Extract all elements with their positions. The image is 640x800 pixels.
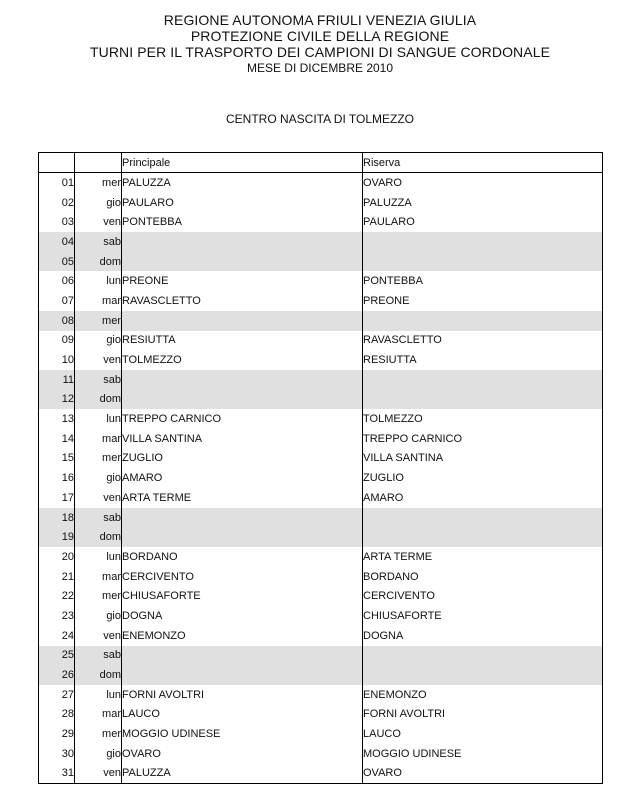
cell-principale [122,390,363,410]
cell-day-number: 05 [39,252,75,272]
cell-weekday: sab [75,370,122,390]
cell-weekday: lun [75,271,122,291]
cell-day-number: 17 [39,488,75,508]
cell-principale: ENEMONZO [122,626,363,646]
table-row [39,252,603,272]
cell-weekday: lun [75,685,122,705]
cell-riserva: AMARO [363,488,603,508]
header-civil-protection: PROTEZIONE CIVILE DELLA REGIONE [190,28,450,44]
cell-weekday: mer [75,724,122,744]
table-row [39,567,603,587]
cell-day-number: 22 [39,586,75,606]
cell-day-number: 27 [39,685,75,705]
cell-principale [122,508,363,528]
header-region: REGIONE AUTONOMA FRIULI VENEZIA GIULIA [163,12,477,28]
cell-day-number: 20 [39,547,75,567]
header-month: MESE DI DICEMBRE 2010 [246,61,394,75]
cell-day-number: 31 [39,764,75,784]
table-row [39,606,603,626]
cell-riserva: ZUGLIO [363,468,603,488]
cell-principale [122,311,363,331]
cell-day-number: 25 [39,646,75,666]
cell-riserva: PREONE [363,291,603,311]
table-row [39,705,603,725]
table-row [39,370,603,390]
cell-principale: MOGGIO UDINESE [122,724,363,744]
cell-riserva: PALUZZA [363,193,603,213]
cell-weekday: dom [75,252,122,272]
cell-day-number: 11 [39,370,75,390]
cell-principale: TREPPO CARNICO [122,409,363,429]
table-row [39,626,603,646]
cell-weekday: ven [75,488,122,508]
cell-weekday: mar [75,705,122,725]
cell-principale: DOGNA [122,606,363,626]
cell-principale: OVARO [122,744,363,764]
cell-principale: CHIUSAFORTE [122,586,363,606]
birth-center-title: CENTRO NASCITA DI TOLMEZZO [225,112,415,126]
table-row [39,390,603,410]
table-row [39,409,603,429]
cell-riserva: CHIUSAFORTE [363,606,603,626]
cell-weekday: ven [75,764,122,784]
cell-day-number: 18 [39,508,75,528]
table-row [39,527,603,547]
cell-principale: ARTA TERME [122,488,363,508]
cell-weekday: dom [75,527,122,547]
header-title: TURNI PER IL TRASPORTO DEI CAMPIONI DI SANGUE CORDONALE [89,44,551,60]
cell-riserva [363,665,603,685]
cell-day-number: 07 [39,291,75,311]
cell-riserva: TOLMEZZO [363,409,603,429]
table-row [39,685,603,705]
cell-riserva [363,311,603,331]
cell-weekday: mar [75,429,122,449]
cell-weekday: mer [75,449,122,469]
cell-weekday: sab [75,232,122,252]
column-header-riserva: Riserva [363,153,603,173]
cell-day-number: 15 [39,449,75,469]
cell-riserva [363,252,603,272]
table-row [39,212,603,232]
cell-riserva: DOGNA [363,626,603,646]
cell-day-number: 16 [39,468,75,488]
cell-weekday: lun [75,547,122,567]
table-row [39,646,603,666]
table-row [39,724,603,744]
cell-day-number: 01 [39,173,75,193]
cell-principale: PREONE [122,271,363,291]
cell-weekday: gio [75,744,122,764]
column-header-principale: Principale [122,153,363,173]
cell-riserva: TREPPO CARNICO [363,429,603,449]
cell-riserva: MOGGIO UDINESE [363,744,603,764]
cell-riserva: VILLA SANTINA [363,449,603,469]
cell-weekday: lun [75,409,122,429]
table-row [39,311,603,331]
cell-weekday: gio [75,331,122,351]
cell-weekday: sab [75,646,122,666]
table-row [39,744,603,764]
shift-table [38,152,603,784]
table-row [39,173,603,193]
cell-day-number: 03 [39,212,75,232]
cell-principale [122,252,363,272]
cell-riserva: OVARO [363,173,603,193]
cell-riserva: OVARO [363,764,603,784]
table-row [39,232,603,252]
table-row [39,764,603,784]
table-row [39,508,603,528]
cell-day-number: 28 [39,705,75,725]
table-header-row [39,153,603,173]
cell-riserva: ENEMONZO [363,685,603,705]
cell-principale [122,527,363,547]
table-row [39,350,603,370]
cell-weekday: gio [75,606,122,626]
cell-riserva [363,527,603,547]
cell-weekday: mar [75,291,122,311]
cell-weekday: ven [75,350,122,370]
cell-principale: AMARO [122,468,363,488]
cell-day-number: 23 [39,606,75,626]
table-row [39,547,603,567]
cell-riserva [363,390,603,410]
cell-riserva: CERCIVENTO [363,586,603,606]
cell-riserva [363,232,603,252]
table-row [39,429,603,449]
cell-day-number: 29 [39,724,75,744]
cell-principale [122,370,363,390]
cell-principale: VILLA SANTINA [122,429,363,449]
table-row [39,586,603,606]
cell-weekday: ven [75,626,122,646]
cell-principale [122,646,363,666]
cell-riserva: BORDANO [363,567,603,587]
cell-riserva: ARTA TERME [363,547,603,567]
cell-principale: FORNI AVOLTRI [122,685,363,705]
cell-day-number: 06 [39,271,75,291]
cell-riserva: RESIUTTA [363,350,603,370]
cell-day-number: 14 [39,429,75,449]
table-row [39,291,603,311]
cell-riserva [363,508,603,528]
cell-day-number: 12 [39,390,75,410]
cell-principale: LAUCO [122,705,363,725]
cell-weekday: mar [75,567,122,587]
column-header-number [39,153,75,173]
cell-day-number: 10 [39,350,75,370]
cell-riserva: PAULARO [363,212,603,232]
cell-principale: PALUZZA [122,764,363,784]
cell-day-number: 30 [39,744,75,764]
cell-day-number: 08 [39,311,75,331]
document-header [0,12,640,76]
cell-principale: BORDANO [122,547,363,567]
column-header-day [75,153,122,173]
cell-riserva: PONTEBBA [363,271,603,291]
cell-principale: CERCIVENTO [122,567,363,587]
cell-weekday: mer [75,586,122,606]
cell-riserva: LAUCO [363,724,603,744]
cell-principale: TOLMEZZO [122,350,363,370]
cell-riserva: RAVASCLETTO [363,331,603,351]
cell-day-number: 26 [39,665,75,685]
table-row [39,468,603,488]
cell-principale [122,232,363,252]
table-row [39,271,603,291]
table-row [39,488,603,508]
cell-day-number: 04 [39,232,75,252]
cell-principale: ZUGLIO [122,449,363,469]
cell-day-number: 19 [39,527,75,547]
table-row [39,449,603,469]
cell-principale: PONTEBBA [122,212,363,232]
cell-principale: RAVASCLETTO [122,291,363,311]
cell-weekday: sab [75,508,122,528]
cell-principale: PALUZZA [122,173,363,193]
cell-principale: RESIUTTA [122,331,363,351]
cell-principale [122,665,363,685]
cell-weekday: dom [75,665,122,685]
cell-weekday: ven [75,212,122,232]
cell-weekday: gio [75,193,122,213]
cell-weekday: gio [75,468,122,488]
cell-principale: PAULARO [122,193,363,213]
cell-weekday: dom [75,390,122,410]
cell-riserva: FORNI AVOLTRI [363,705,603,725]
table-row [39,193,603,213]
cell-day-number: 09 [39,331,75,351]
cell-weekday: mer [75,311,122,331]
cell-riserva [363,646,603,666]
cell-day-number: 21 [39,567,75,587]
table-row [39,665,603,685]
cell-weekday: mer [75,173,122,193]
cell-day-number: 02 [39,193,75,213]
table-row [39,331,603,351]
cell-day-number: 24 [39,626,75,646]
cell-riserva [363,370,603,390]
cell-day-number: 13 [39,409,75,429]
